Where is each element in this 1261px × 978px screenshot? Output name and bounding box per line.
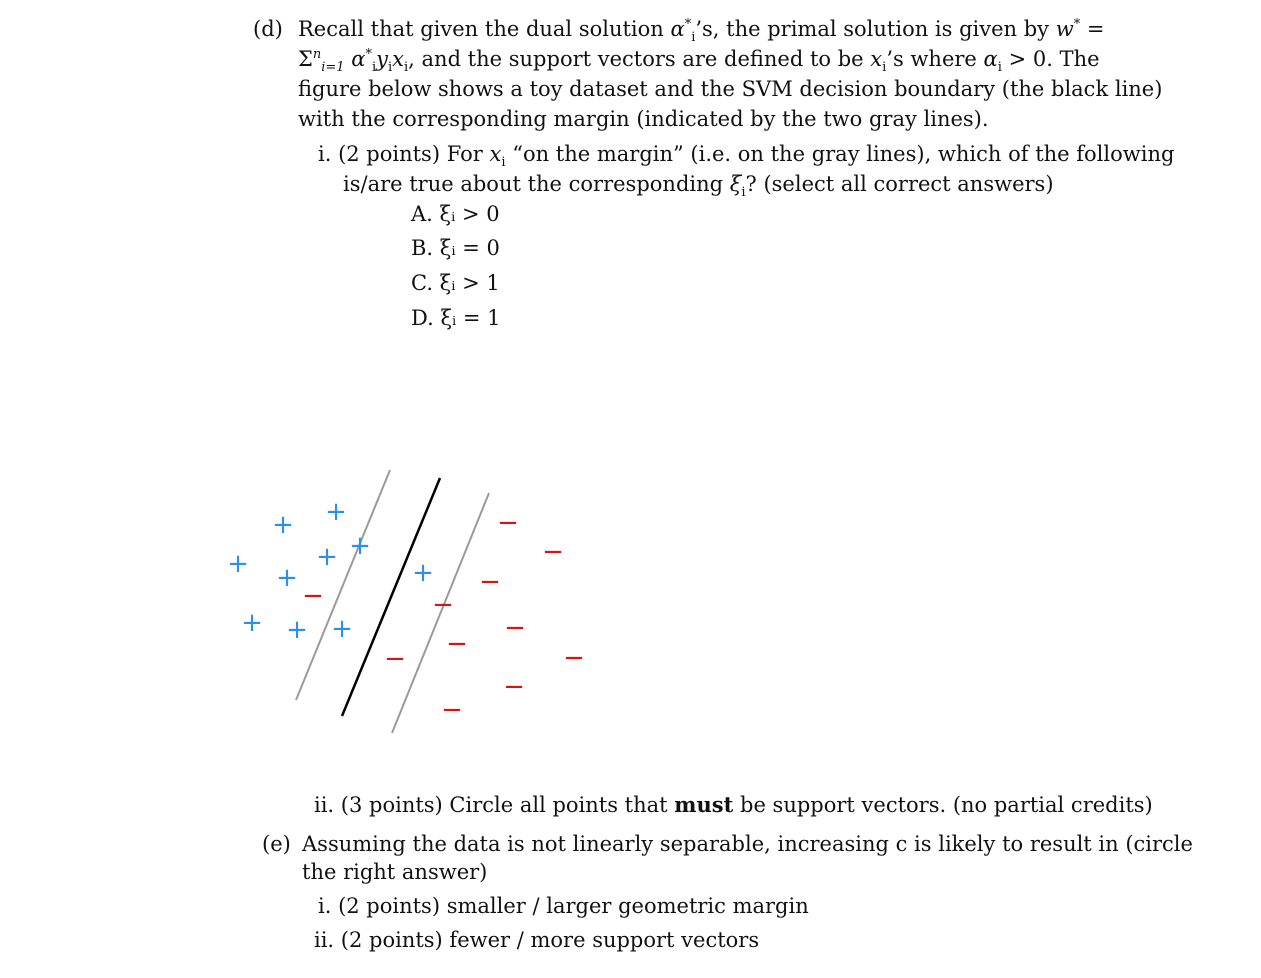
alpha-star-i: $\alpha^*_i$ <box>670 17 696 46</box>
part-d-text-2d: > 0. The <box>1008 47 1100 71</box>
part-d-text-1a: Recall that given the dual solution <box>298 17 664 41</box>
minus-point: − <box>302 581 324 611</box>
part-d-text-1b: ’s, the primal solution is given by <box>695 17 1050 41</box>
minus-point: − <box>503 672 525 702</box>
question-i-text-a: i. (2 points) For <box>318 142 483 166</box>
alpha-i: $\alpha_i$ <box>983 47 1002 76</box>
question-ii-bold: must <box>674 792 734 817</box>
w-star: w* <box>1055 17 1081 41</box>
part-d-text-2c: ’s where <box>886 47 977 71</box>
question-ii-text-a: ii. (3 points) Circle all points that <box>314 793 668 817</box>
part-d-line4: with the corresponding margin (indicated by the two gray lines). <box>298 107 989 131</box>
plus-point: + <box>227 549 249 579</box>
plus-point: + <box>412 558 434 588</box>
minus-point: − <box>384 644 406 674</box>
plus-point: + <box>272 510 294 540</box>
part-d-text-2b: , and the support vectors are defined to be <box>408 47 864 71</box>
part-e-line2: the right answer) <box>302 860 488 884</box>
x-i: $x_i$ <box>870 47 887 76</box>
part-e-question-i: i. (2 points) smaller / larger geometric margin <box>318 894 809 918</box>
question-i-text-d: ? (select all correct answers) <box>745 172 1054 196</box>
plus-point: + <box>331 614 353 644</box>
plus-point: + <box>241 608 263 638</box>
x-i-2: $x_i$ <box>489 142 506 171</box>
xi-i: $\xi_i$ <box>729 172 746 201</box>
plus-point: + <box>325 497 347 527</box>
minus-point: − <box>441 695 463 725</box>
minus-point: − <box>446 629 468 659</box>
minus-point: − <box>432 590 454 620</box>
option-b: B. ξᵢ = 0 <box>411 236 500 260</box>
plus-point: + <box>349 531 371 561</box>
minus-point: − <box>504 613 526 643</box>
part-e-question-ii: ii. (2 points) fewer / more support vectors <box>314 928 760 952</box>
question-ii <box>314 790 1153 820</box>
sum-expression: $\Sigma^n_{i=1}$ $\alpha^*_iy_ix_i$ <box>298 47 409 76</box>
plus-point: + <box>316 542 338 572</box>
minus-point: − <box>542 537 564 567</box>
option-a: A. ξᵢ > 0 <box>411 202 500 226</box>
minus-point: − <box>479 567 501 597</box>
option-d: D. ξᵢ = 1 <box>411 306 501 330</box>
question-i-text-b: “on the margin” (i.e. on the gray lines), which of the following <box>512 142 1175 166</box>
plus-point: + <box>276 563 298 593</box>
decision-boundary <box>342 478 440 716</box>
option-c: C. ξᵢ > 1 <box>411 271 500 295</box>
part-e-line1: Assuming the data is not linearly separable, increasing c is likely to result in (circle <box>302 832 1193 856</box>
part-e-label: (e) <box>262 832 291 856</box>
minus-point: − <box>497 508 519 538</box>
plus-point: + <box>286 615 308 645</box>
part-d-line1: Recall that given the dual solution $\alpha^*_i’s$, the primal solution is given by w* = <box>298 17 1105 46</box>
minus-point: − <box>563 643 585 673</box>
part-d-line3: figure below shows a toy dataset and the SVM decision boundary (the black line) <box>298 77 1163 101</box>
question-i-text-c: is/are true about the corresponding <box>343 172 724 196</box>
question-ii-text-b: be support vectors. (no partial credits) <box>740 793 1153 817</box>
part-d-label: (d) <box>253 17 283 41</box>
